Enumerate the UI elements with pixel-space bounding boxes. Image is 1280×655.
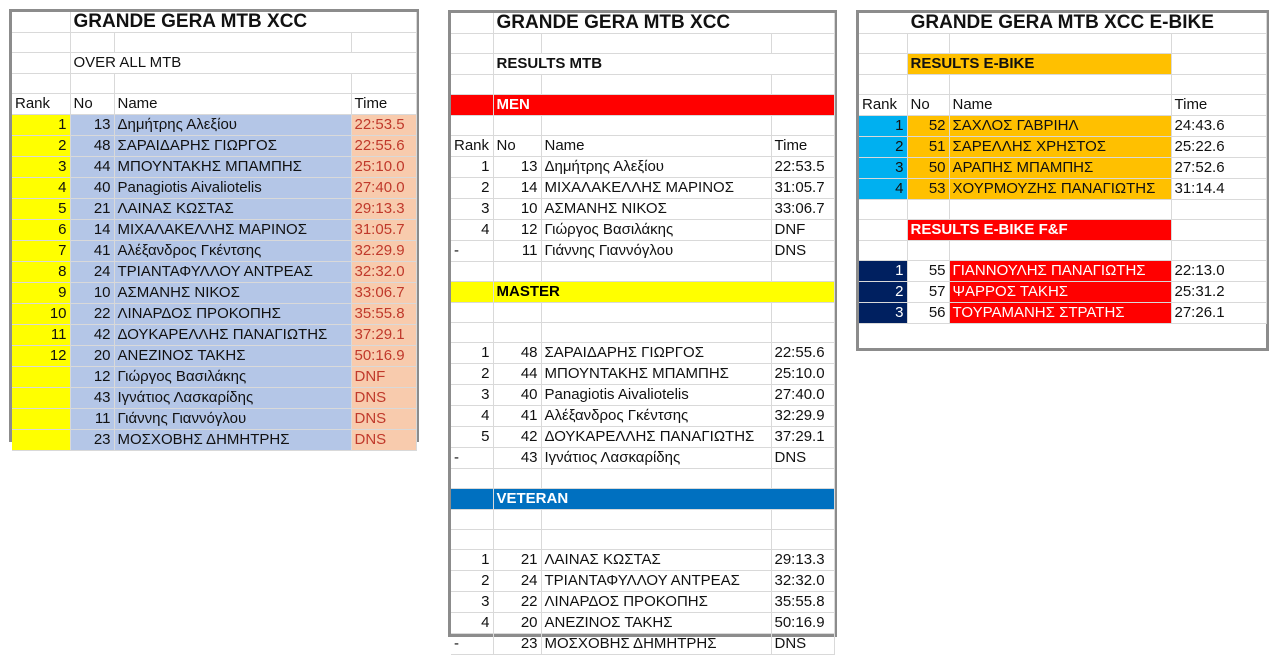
rank-cell: 2 bbox=[451, 178, 493, 199]
rank-cell: 2 bbox=[12, 136, 70, 157]
table-row bbox=[12, 304, 416, 325]
name-cell: ΣΑΡΑΙΔΑΡΗΣ ΓΙΩΡΓΟΣ bbox=[541, 343, 771, 364]
time-cell: 27:40.0 bbox=[771, 385, 834, 406]
master-band bbox=[451, 282, 834, 303]
time-cell: 25:10.0 bbox=[351, 157, 416, 178]
no-cell: 10 bbox=[493, 199, 541, 220]
name-cell: Δημήτρης Αλεξίου bbox=[114, 115, 351, 136]
rank-cell: 3 bbox=[859, 303, 907, 324]
no-cell: 21 bbox=[70, 199, 114, 220]
no-cell: 50 bbox=[907, 158, 949, 179]
rank-cell: 1 bbox=[451, 343, 493, 364]
rank-cell: 1 bbox=[859, 261, 907, 282]
rank-cell: 8 bbox=[12, 262, 70, 283]
name-cell: Αλέξανδρος Γκέντσης bbox=[114, 241, 351, 262]
rank-cell: 2 bbox=[859, 137, 907, 158]
rank-cell: 6 bbox=[12, 220, 70, 241]
no-cell: 41 bbox=[70, 241, 114, 262]
name-cell: ΑΝΕΖΙΝΟΣ ΤΑΚΗΣ bbox=[114, 346, 351, 367]
col-header-rank: Rank bbox=[12, 94, 70, 115]
name-cell: ΨΑΡΡΟΣ ΤΑΚΗΣ bbox=[949, 282, 1171, 303]
time-cell: 33:06.7 bbox=[771, 199, 834, 220]
time-cell: 33:06.7 bbox=[351, 283, 416, 304]
table-row bbox=[12, 346, 416, 367]
time-cell: 27:40.0 bbox=[351, 178, 416, 199]
no-cell: 14 bbox=[493, 178, 541, 199]
men-label: MEN bbox=[493, 95, 834, 116]
rank-cell: 1 bbox=[12, 115, 70, 136]
name-cell: Ιγνάτιος Λασκαρίδης bbox=[541, 448, 771, 469]
time-cell: 35:55.8 bbox=[771, 592, 834, 613]
time-cell: 25:22.6 bbox=[1171, 137, 1266, 158]
results-ebike-sheet bbox=[856, 10, 1269, 351]
veteran-band bbox=[451, 489, 834, 510]
time-cell: 37:29.1 bbox=[771, 427, 834, 448]
col-header-name: Name bbox=[541, 136, 771, 157]
time-cell: 24:43.6 bbox=[1171, 116, 1266, 137]
table-row bbox=[12, 430, 416, 451]
no-cell: 13 bbox=[493, 157, 541, 178]
rank-cell bbox=[12, 430, 70, 451]
time-cell: 22:55.6 bbox=[771, 343, 834, 364]
rank-cell: 5 bbox=[451, 427, 493, 448]
table-row bbox=[451, 613, 834, 634]
name-cell: ΤΟΥΡΑΜΑΝΗΣ ΣΤΡΑΤΗΣ bbox=[949, 303, 1171, 324]
name-cell: ΛΙΝΑΡΔΟΣ ΠΡΟΚΟΠΗΣ bbox=[114, 304, 351, 325]
col-header-name: Name bbox=[114, 94, 351, 115]
time-cell: DNF bbox=[351, 367, 416, 388]
col-header-time: Time bbox=[351, 94, 416, 115]
ebike-ff-label: RESULTS E-BIKE F&F bbox=[907, 220, 1171, 241]
no-cell: 11 bbox=[70, 409, 114, 430]
rank-cell: - bbox=[451, 448, 493, 469]
table-row bbox=[451, 178, 834, 199]
rank-cell bbox=[12, 409, 70, 430]
rank-cell: 7 bbox=[12, 241, 70, 262]
no-cell: 43 bbox=[493, 448, 541, 469]
no-cell: 53 bbox=[907, 179, 949, 200]
veteran-label: VETERAN bbox=[493, 489, 834, 510]
no-cell: 56 bbox=[907, 303, 949, 324]
name-cell: Δημήτρης Αλεξίου bbox=[541, 157, 771, 178]
name-cell: ΑΡΑΠΗΣ ΜΠΑΜΠΗΣ bbox=[949, 158, 1171, 179]
rank-cell: 3 bbox=[451, 199, 493, 220]
time-cell: 35:55.8 bbox=[351, 304, 416, 325]
rank-cell: 4 bbox=[451, 613, 493, 634]
rank-cell: 10 bbox=[12, 304, 70, 325]
table-row bbox=[859, 261, 1266, 282]
col-header-time: Time bbox=[771, 136, 834, 157]
col-header-no: No bbox=[907, 95, 949, 116]
rank-cell: 4 bbox=[859, 179, 907, 200]
col-header-no: No bbox=[70, 94, 114, 115]
sheet3-title: GRANDE GERA MTB XCC E-BIKE bbox=[859, 13, 1266, 34]
sheet1-title: GRANDE GERA MTB XCC bbox=[70, 12, 416, 33]
no-cell: 52 bbox=[907, 116, 949, 137]
time-cell: DNS bbox=[771, 634, 834, 655]
no-cell: 41 bbox=[493, 406, 541, 427]
name-cell: Γιάννης Γιαννόγλου bbox=[541, 241, 771, 262]
rank-cell: 2 bbox=[859, 282, 907, 303]
time-cell: 25:10.0 bbox=[771, 364, 834, 385]
col-header-time: Time bbox=[1171, 95, 1266, 116]
no-cell: 51 bbox=[907, 137, 949, 158]
no-cell: 40 bbox=[70, 178, 114, 199]
time-cell: 32:32.0 bbox=[771, 571, 834, 592]
name-cell: Γιώργος Βασιλάκης bbox=[541, 220, 771, 241]
table-row bbox=[451, 343, 834, 364]
men-band bbox=[451, 95, 834, 116]
table-row bbox=[451, 634, 834, 655]
table-row bbox=[12, 262, 416, 283]
no-cell: 11 bbox=[493, 241, 541, 262]
name-cell: ΧΟΥΡΜΟΥΖΗΣ ΠΑΝΑΓΙΩΤΗΣ bbox=[949, 179, 1171, 200]
time-cell: 29:13.3 bbox=[771, 550, 834, 571]
time-cell: DNF bbox=[771, 220, 834, 241]
table-row bbox=[451, 550, 834, 571]
no-cell: 48 bbox=[70, 136, 114, 157]
no-cell: 20 bbox=[493, 613, 541, 634]
time-cell: 22:13.0 bbox=[1171, 261, 1266, 282]
name-cell: ΛΙΝΑΡΔΟΣ ΠΡΟΚΟΠΗΣ bbox=[541, 592, 771, 613]
table-row bbox=[12, 283, 416, 304]
table-row bbox=[12, 136, 416, 157]
rank-cell: - bbox=[451, 241, 493, 262]
table-row bbox=[451, 220, 834, 241]
rank-cell: 3 bbox=[451, 385, 493, 406]
name-cell: ΑΣΜΑΝΗΣ ΝΙΚΟΣ bbox=[541, 199, 771, 220]
rank-cell: 3 bbox=[859, 158, 907, 179]
sheet1-subtitle: OVER ALL MTB bbox=[70, 53, 416, 74]
results-mtb-sheet bbox=[448, 10, 837, 652]
table-row bbox=[859, 116, 1266, 137]
table-row bbox=[12, 178, 416, 199]
table-row bbox=[12, 388, 416, 409]
sheet2-title: GRANDE GERA MTB XCC bbox=[493, 13, 834, 34]
no-cell: 24 bbox=[70, 262, 114, 283]
name-cell: ΜΙΧΑΛΑΚΕΛΛΗΣ ΜΑΡΙΝΟΣ bbox=[114, 220, 351, 241]
no-cell: 10 bbox=[70, 283, 114, 304]
no-cell: 12 bbox=[70, 367, 114, 388]
time-cell: 37:29.1 bbox=[351, 325, 416, 346]
time-cell: DNS bbox=[351, 388, 416, 409]
name-cell: ΣΑΡΕΛΛΗΣ ΧΡΗΣΤΟΣ bbox=[949, 137, 1171, 158]
col-header-rank: Rank bbox=[859, 95, 907, 116]
time-cell: 27:52.6 bbox=[1171, 158, 1266, 179]
no-cell: 13 bbox=[70, 115, 114, 136]
rank-cell: 2 bbox=[451, 571, 493, 592]
time-cell: DNS bbox=[351, 430, 416, 451]
name-cell: ΔΟΥΚΑΡΕΛΛΗΣ ΠΑΝΑΓΙΩΤΗΣ bbox=[541, 427, 771, 448]
table-row bbox=[451, 406, 834, 427]
ebike-label: RESULTS E-BIKE bbox=[907, 54, 1171, 75]
table-row bbox=[12, 409, 416, 430]
time-cell: DNS bbox=[771, 241, 834, 262]
table-row bbox=[12, 367, 416, 388]
table-row bbox=[12, 157, 416, 178]
no-cell: 42 bbox=[493, 427, 541, 448]
name-cell: ΜΟΣΧΟΒΗΣ ΔΗΜΗΤΡΗΣ bbox=[114, 430, 351, 451]
table-row bbox=[859, 303, 1266, 324]
name-cell: ΛΑΙΝΑΣ ΚΩΣΤΑΣ bbox=[114, 199, 351, 220]
table-row bbox=[12, 115, 416, 136]
rank-cell bbox=[12, 388, 70, 409]
table-row bbox=[859, 282, 1266, 303]
table-row bbox=[859, 158, 1266, 179]
rank-cell: 4 bbox=[451, 220, 493, 241]
sheet1-header-row bbox=[12, 94, 416, 115]
time-cell: 32:29.9 bbox=[771, 406, 834, 427]
rank-cell: 4 bbox=[12, 178, 70, 199]
name-cell: Γιάννης Γιαννόγλου bbox=[114, 409, 351, 430]
name-cell: ΜΠΟΥΝΤΑΚΗΣ ΜΠΑΜΠΗΣ bbox=[541, 364, 771, 385]
rank-cell: 1 bbox=[451, 157, 493, 178]
table-row bbox=[451, 592, 834, 613]
no-cell: 22 bbox=[493, 592, 541, 613]
no-cell: 21 bbox=[493, 550, 541, 571]
overall-mtb-sheet bbox=[9, 9, 419, 448]
name-cell: ΜΠΟΥΝΤΑΚΗΣ ΜΠΑΜΠΗΣ bbox=[114, 157, 351, 178]
name-cell: Ιγνάτιος Λασκαρίδης bbox=[114, 388, 351, 409]
no-cell: 23 bbox=[493, 634, 541, 655]
time-cell: DNS bbox=[771, 448, 834, 469]
no-cell: 57 bbox=[907, 282, 949, 303]
name-cell: ΤΡΙΑΝΤΑΦΥΛΛΟΥ ΑΝΤΡΕΑΣ bbox=[114, 262, 351, 283]
name-cell: ΔΟΥΚΑΡΕΛΛΗΣ ΠΑΝΑΓΙΩΤΗΣ bbox=[114, 325, 351, 346]
name-cell: Panagiotis Aivaliotelis bbox=[541, 385, 771, 406]
time-cell: 27:26.1 bbox=[1171, 303, 1266, 324]
no-cell: 44 bbox=[70, 157, 114, 178]
rank-cell: 3 bbox=[451, 592, 493, 613]
sheet2-header-row bbox=[451, 136, 834, 157]
name-cell: Γιώργος Βασιλάκης bbox=[114, 367, 351, 388]
name-cell: Panagiotis Aivaliotelis bbox=[114, 178, 351, 199]
name-cell: ΤΡΙΑΝΤΑΦΥΛΛΟΥ ΑΝΤΡΕΑΣ bbox=[541, 571, 771, 592]
name-cell: ΣΑΧΛΟΣ ΓΑΒΡΙΗΛ bbox=[949, 116, 1171, 137]
master-label: MASTER bbox=[493, 282, 834, 303]
time-cell: 31:14.4 bbox=[1171, 179, 1266, 200]
no-cell: 44 bbox=[493, 364, 541, 385]
rank-cell: 2 bbox=[451, 364, 493, 385]
no-cell: 40 bbox=[493, 385, 541, 406]
table-row bbox=[451, 385, 834, 406]
table-row bbox=[451, 448, 834, 469]
name-cell: ΓΙΑΝΝΟΥΛΗΣ ΠΑΝΑΓΙΩΤΗΣ bbox=[949, 261, 1171, 282]
time-cell: 31:05.7 bbox=[351, 220, 416, 241]
rank-cell: 4 bbox=[451, 406, 493, 427]
time-cell: 22:55.6 bbox=[351, 136, 416, 157]
rank-cell: 9 bbox=[12, 283, 70, 304]
table-row bbox=[12, 241, 416, 262]
table-row bbox=[12, 325, 416, 346]
name-cell: Αλέξανδρος Γκέντσης bbox=[541, 406, 771, 427]
rank-cell: 1 bbox=[859, 116, 907, 137]
no-cell: 55 bbox=[907, 261, 949, 282]
name-cell: ΜΟΣΧΟΒΗΣ ΔΗΜΗΤΡΗΣ bbox=[541, 634, 771, 655]
table-row bbox=[451, 199, 834, 220]
no-cell: 23 bbox=[70, 430, 114, 451]
time-cell: 22:53.5 bbox=[771, 157, 834, 178]
table-row bbox=[451, 241, 834, 262]
table-row bbox=[451, 571, 834, 592]
no-cell: 22 bbox=[70, 304, 114, 325]
name-cell: ΑΝΕΖΙΝΟΣ ΤΑΚΗΣ bbox=[541, 613, 771, 634]
time-cell: 25:31.2 bbox=[1171, 282, 1266, 303]
rank-cell: 3 bbox=[12, 157, 70, 178]
table-row bbox=[12, 220, 416, 241]
rank-cell: 5 bbox=[12, 199, 70, 220]
rank-cell: 1 bbox=[451, 550, 493, 571]
time-cell: 22:53.5 bbox=[351, 115, 416, 136]
col-header-name: Name bbox=[949, 95, 1171, 116]
no-cell: 24 bbox=[493, 571, 541, 592]
time-cell: 50:16.9 bbox=[771, 613, 834, 634]
table-row bbox=[859, 137, 1266, 158]
rank-cell: - bbox=[451, 634, 493, 655]
no-cell: 48 bbox=[493, 343, 541, 364]
no-cell: 42 bbox=[70, 325, 114, 346]
table-row bbox=[12, 199, 416, 220]
time-cell: 32:32.0 bbox=[351, 262, 416, 283]
col-header-no: No bbox=[493, 136, 541, 157]
time-cell: 50:16.9 bbox=[351, 346, 416, 367]
rank-cell: 11 bbox=[12, 325, 70, 346]
sheet3-header-row bbox=[859, 95, 1266, 116]
name-cell: ΑΣΜΑΝΗΣ ΝΙΚΟΣ bbox=[114, 283, 351, 304]
time-cell: 32:29.9 bbox=[351, 241, 416, 262]
table-row bbox=[451, 427, 834, 448]
name-cell: ΣΑΡΑΙΔΑΡΗΣ ΓΙΩΡΓΟΣ bbox=[114, 136, 351, 157]
no-cell: 43 bbox=[70, 388, 114, 409]
time-cell: 31:05.7 bbox=[771, 178, 834, 199]
sheet2-subtitle: RESULTS MTB bbox=[493, 54, 834, 75]
no-cell: 20 bbox=[70, 346, 114, 367]
table-row bbox=[451, 157, 834, 178]
no-cell: 14 bbox=[70, 220, 114, 241]
no-cell: 12 bbox=[493, 220, 541, 241]
results-mtb-table bbox=[451, 13, 835, 655]
results-ebike-table bbox=[859, 13, 1267, 324]
name-cell: ΛΑΙΝΑΣ ΚΩΣΤΑΣ bbox=[541, 550, 771, 571]
overall-mtb-table bbox=[12, 12, 417, 451]
table-row bbox=[451, 364, 834, 385]
rank-cell bbox=[12, 367, 70, 388]
name-cell: ΜΙΧΑΛΑΚΕΛΛΗΣ ΜΑΡΙΝΟΣ bbox=[541, 178, 771, 199]
col-header-rank: Rank bbox=[451, 136, 493, 157]
rank-cell: 12 bbox=[12, 346, 70, 367]
time-cell: DNS bbox=[351, 409, 416, 430]
table-row bbox=[859, 179, 1266, 200]
time-cell: 29:13.3 bbox=[351, 199, 416, 220]
